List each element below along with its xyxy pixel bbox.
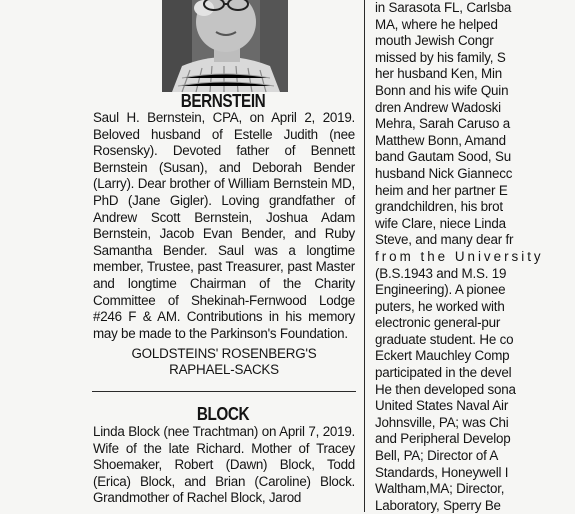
right-column-line: electronic general-pur	[375, 315, 501, 331]
right-column-line: her husband Ken, Min	[375, 66, 503, 82]
right-column-line: Johnsville, PA; was Chi	[375, 414, 509, 430]
funeral-home-line-1: GOLDSTEINS' ROSENBERG'S	[131, 346, 317, 361]
right-column-line: Standards, Honeywell I	[375, 464, 509, 480]
right-column-line: wife Clare, niece Linda	[375, 215, 506, 231]
right-column-line: puters, he worked with	[375, 298, 505, 314]
right-column-line: Waltham,MA; Director,	[375, 481, 505, 497]
obituary-heading-block: BLOCK	[196, 404, 250, 424]
right-column-line: and Peripheral Develop	[375, 431, 511, 447]
right-column-line: Bonn and his wife Quin	[375, 82, 509, 98]
obituary-body-block: Linda Block (nee Trachtman) on April 7, 2019. Wife of the late Richard. Mother of Tracey Shoemaker, Robert (Dawn) Block, Todd (Erica) Block, and Brian (Caroline) Block. Grandmother of Rachel Block, Jarod	[93, 424, 355, 506]
obituary-heading-bernstein: BERNSTEIN	[180, 91, 266, 111]
right-column-line: husband Nick Giannecc	[375, 165, 513, 181]
right-column-line: Matthew Bonn, Amand	[375, 132, 506, 148]
right-column-line: He then developed sona	[375, 381, 516, 397]
right-column-line: graduate student. He co	[375, 331, 514, 347]
right-column-line: mouth Jewish Congr	[375, 33, 494, 49]
right-column-line: dren Andrew Wadoski	[375, 99, 501, 115]
right-column-line: Engineering). A pionee	[375, 282, 506, 298]
right-column-line: (B.S.1943 and M.S. 19	[375, 265, 507, 281]
section-divider	[92, 391, 356, 392]
column-divider	[364, 0, 365, 512]
right-column-line: participated in the devel	[375, 365, 512, 381]
right-column-text	[375, 0, 575, 514]
obituary-body-bernstein: Saul H. Bernstein, CPA, on April 2, 2019. Beloved husband of Estelle Judith (nee Rosensky). Devoted father of Bennett Bernstein (Susan), and Deborah Bender (Larry). Dear brother of William Bernstein MD, PhD (Jane Gigler). Loving grandfather of Andrew Scott Bernstein, Joshua Adam Bernstein, Jacob Evan Bender, and Ruby Samantha Bender. Saul was a longtime member, Trustee, past Treasurer, past Master and longtime Chairman of the Charity Committee of Shekinah-Fernwood Lodge #246 F & AM. Contributions in his memory may be made to the Parkinson's Foundation.	[93, 110, 355, 341]
right-column-line: grandchildren, his brot	[375, 199, 503, 215]
right-column-line: MA, where he helped	[375, 16, 498, 32]
right-column-line: in Sarasota FL, Carlsba	[375, 0, 512, 15]
right-column-line: missed by his family, S	[375, 49, 506, 65]
obituary-portrait-photo	[162, 0, 288, 92]
right-column-line: Laboratory, Sperry Be	[375, 497, 501, 513]
right-column-line: band Gautam Sood, Su	[375, 149, 511, 165]
right-column-line: from the University	[375, 248, 544, 264]
right-column-line: Mehra, Sarah Caruso a	[375, 116, 510, 132]
funeral-home-line-2: RAPHAEL-SACKS	[169, 362, 279, 377]
right-column-line: Eckert Mauchley Comp	[375, 348, 510, 364]
right-column-line: Bell, PA; Director of A	[375, 448, 499, 464]
right-column-line: United States Naval Air	[375, 398, 509, 414]
right-column-line: heim and her partner E	[375, 182, 508, 198]
right-column-line: Steve, and many dear fr	[375, 232, 514, 248]
